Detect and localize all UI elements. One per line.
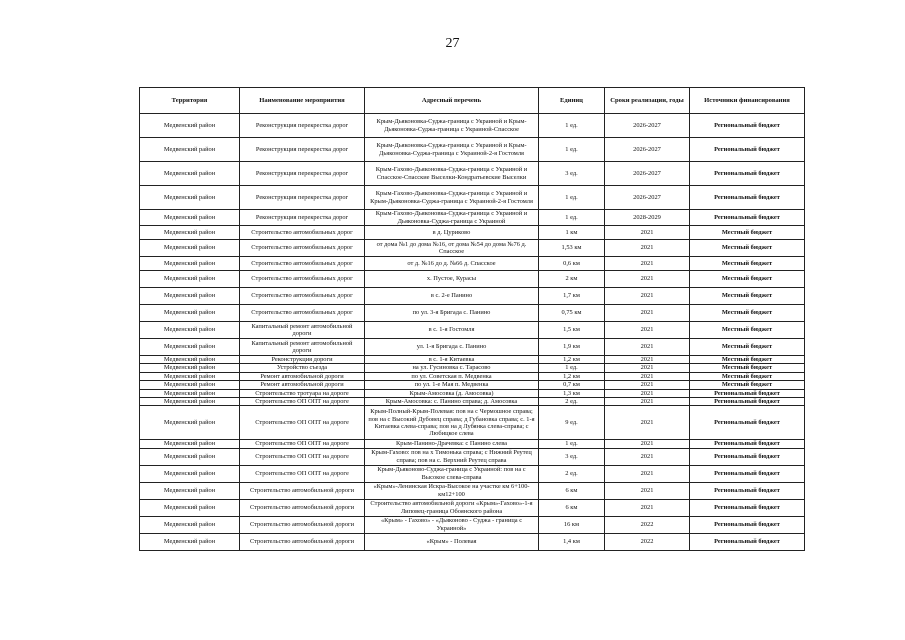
measure-cell: Строительство автомобильных дорог [240,240,365,257]
period-cell: 2021 [605,448,690,465]
units-cell: 6 км [539,499,605,516]
source-cell: Региональный бюджет [690,448,805,465]
source-cell: Местный бюджет [690,305,805,322]
address-cell: Крым-Дьяконово-Суджа-граница с Украиной: пов на с Высокое слева-справа [365,465,539,482]
territory-cell: Медвенский район [140,322,240,339]
territory-cell: Медвенский район [140,499,240,516]
measure-cell: Капитальный ремонт автомобильной дороги [240,322,365,339]
territory-cell: Медвенский район [140,356,240,364]
territory-cell: Медвенский район [140,162,240,186]
period-cell: 2021 [605,372,690,380]
source-cell: Региональный бюджет [690,406,805,440]
units-cell: 1 ед. [539,364,605,372]
territory-cell: Медвенский район [140,398,240,406]
units-cell: 0,6 км [539,257,605,271]
territory-cell: Медвенский район [140,440,240,448]
source-cell: Региональный бюджет [690,114,805,138]
period-cell: 2021 [605,240,690,257]
table-row [140,372,805,380]
source-cell: Местный бюджет [690,372,805,380]
table-row [140,271,805,288]
table-row [140,482,805,499]
source-cell: Региональный бюджет [690,440,805,448]
period-cell: 2028-2029 [605,210,690,226]
measures-table [139,87,805,551]
source-cell: Местный бюджет [690,288,805,305]
territory-cell: Медвенский район [140,364,240,372]
period-cell: 2022 [605,516,690,533]
territory-cell: Медвенский район [140,339,240,356]
address-cell: Крым-Дьяконовка-Суджа-граница с Украиной и Крым-Дьяконовка-Суджа-граница с Украиной-2-я Гостомля [365,138,539,162]
table-row [140,364,805,372]
territory-cell: Медвенский район [140,210,240,226]
source-cell: Местный бюджет [690,339,805,356]
table-row [140,138,805,162]
period-cell: 2021 [605,288,690,305]
period-cell: 2021 [605,339,690,356]
territory-cell: Медвенский район [140,533,240,550]
table-row [140,499,805,516]
header-units: Единиц [539,88,605,114]
source-cell: Местный бюджет [690,240,805,257]
period-cell: 2026-2027 [605,186,690,210]
table-row [140,240,805,257]
address-cell: Крым-Амосовка (д. Амосовка) [365,389,539,397]
address-cell: в д. Цуриково [365,226,539,240]
units-cell: 1,7 км [539,288,605,305]
territory-cell: Медвенский район [140,448,240,465]
address-cell: Крым-Дьяконовка-Суджа-граница с Украиной и Крым-Дьяконовка-Суджа-граница с Украиной-Спасское [365,114,539,138]
period-cell: 2021 [605,389,690,397]
address-cell: Крым-Амосовка: с. Панино справа; д. Амосовка [365,398,539,406]
period-cell: 2021 [605,381,690,389]
header-measure: Наименование мероприятия [240,88,365,114]
measure-cell: Строительство ОП ОПТ на дороге [240,440,365,448]
table-row [140,406,805,440]
header-address: Адресный перечень [365,88,539,114]
address-cell: ул. 1-я Бригада с. Панино [365,339,539,356]
period-cell: 2021 [605,482,690,499]
units-cell: 9 ед. [539,406,605,440]
territory-cell: Медвенский район [140,372,240,380]
period-cell: 2021 [605,364,690,372]
source-cell: Региональный бюджет [690,398,805,406]
source-cell: Местный бюджет [690,364,805,372]
table-header-row [140,88,805,114]
period-cell: 2021 [605,305,690,322]
units-cell: 1 ед. [539,138,605,162]
address-cell: Крым-Панино-Драчевка: с Панино слева [365,440,539,448]
period-cell: 2021 [605,398,690,406]
table-row [140,516,805,533]
period-cell: 2026-2027 [605,162,690,186]
source-cell: Местный бюджет [690,257,805,271]
measure-cell: Строительство автомобильных дорог [240,288,365,305]
units-cell: 1,53 км [539,240,605,257]
units-cell: 0,7 км [539,381,605,389]
period-cell: 2021 [605,440,690,448]
measure-cell: Строительство ОП ОПТ на дороге [240,406,365,440]
units-cell: 6 км [539,482,605,499]
measure-cell: Строительство автомобильных дорог [240,257,365,271]
table-row [140,186,805,210]
units-cell: 1 ед. [539,440,605,448]
address-cell: Крым-Полный-Крым-Полевая: пов на с Чермошное справа; пов на с Высокий Дубовец справа; д Губановка справа; с. 1-я Китаевка слева-справа; пов на д Лубянка слева-справа; с Любицкое слева [365,406,539,440]
territory-cell: Медвенский район [140,389,240,397]
territory-cell: Медвенский район [140,186,240,210]
measure-cell: Строительство ОП ОПТ на дороге [240,465,365,482]
territory-cell: Медвенский район [140,381,240,389]
address-cell: Крым-Гахово: пов на х Тимонька справа; с Нижний Реутец справа; пов на с. Верхний Реутец справа [365,448,539,465]
source-cell: Региональный бюджет [690,210,805,226]
table-row [140,389,805,397]
units-cell: 1,9 км [539,339,605,356]
units-cell: 1 км [539,226,605,240]
address-cell: «Крым»-Ленинская Искра-Высокое на участке км 6+100-км12+100 [365,482,539,499]
table-row [140,339,805,356]
units-cell: 2 ед. [539,465,605,482]
period-cell: 2026-2027 [605,138,690,162]
measure-cell: Строительство автомобильной дороги [240,499,365,516]
source-cell: Региональный бюджет [690,516,805,533]
units-cell: 1,3 км [539,389,605,397]
measure-cell: Строительство ОП ОПТ на дороге [240,448,365,465]
territory-cell: Медвенский район [140,226,240,240]
measure-cell: Ремонт автомобильной дороги [240,372,365,380]
period-cell: 2022 [605,533,690,550]
source-cell: Региональный бюджет [690,186,805,210]
territory-cell: Медвенский район [140,138,240,162]
period-cell: 2021 [605,257,690,271]
units-cell: 2 ед. [539,398,605,406]
source-cell: Региональный бюджет [690,465,805,482]
territory-cell: Медвенский район [140,406,240,440]
units-cell: 1 ед. [539,114,605,138]
measure-cell: Строительство автомобильных дорог [240,271,365,288]
table-row [140,305,805,322]
address-cell: «Крым» - Полевая [365,533,539,550]
measure-cell: Реконструкция перекрестка дорог [240,114,365,138]
address-cell: Строительство автомобильной дороги «Крым»-Гахово»-1-я Липовец-граница Обоянского района [365,499,539,516]
source-cell: Региональный бюджет [690,533,805,550]
address-cell: по ул. Советская п. Медвенка [365,372,539,380]
address-cell: на ул. Гусиновка с. Тарасово [365,364,539,372]
units-cell: 16 км [539,516,605,533]
address-cell: в с. 1-я Китаевка [365,356,539,364]
address-cell: от дома №1 до дома №16, от дома №54 до дома №76 д. Спасское [365,240,539,257]
address-cell: «Крым» - Гахово» - «Дьяконово - Суджа - граница с Украиной» [365,516,539,533]
address-cell: от д. №16 до д. №66 д. Спасское [365,257,539,271]
territory-cell: Медвенский район [140,257,240,271]
address-cell: Крым-Гахово-Дьяконовка-Суджа-граница с Украиной и Дьяконовка-Суджа-граница с Украиной [365,210,539,226]
address-cell: в с. 2-е Панино [365,288,539,305]
period-cell: 2021 [605,499,690,516]
source-cell: Местный бюджет [690,271,805,288]
units-cell: 3 ед. [539,162,605,186]
table-row [140,465,805,482]
territory-cell: Медвенский район [140,516,240,533]
units-cell: 1,5 км [539,322,605,339]
header-territory: Территория [140,88,240,114]
measure-cell: Строительство автомобильных дорог [240,226,365,240]
table-row [140,162,805,186]
period-cell: 2021 [605,406,690,440]
address-cell: по ул. 3-я Бригада с. Панино [365,305,539,322]
period-cell: 2026-2027 [605,114,690,138]
header-source: Источники финансирования [690,88,805,114]
address-cell: по ул. 1-е Мая п. Медвенка [365,381,539,389]
territory-cell: Медвенский район [140,114,240,138]
measure-cell: Реконструкция дороги [240,356,365,364]
table-body [140,114,805,551]
table-row [140,533,805,550]
source-cell: Региональный бюджет [690,138,805,162]
source-cell: Местный бюджет [690,322,805,339]
territory-cell: Медвенский район [140,240,240,257]
table-row [140,226,805,240]
territory-cell: Медвенский район [140,482,240,499]
address-cell: х. Пустое, Курасы [365,271,539,288]
table-row [140,288,805,305]
units-cell: 0,75 км [539,305,605,322]
table-row [140,398,805,406]
territory-cell: Медвенский район [140,305,240,322]
source-cell: Региональный бюджет [690,499,805,516]
table-row [140,381,805,389]
measure-cell: Реконструкция перекрестка дорог [240,186,365,210]
measure-cell: Капитальный ремонт автомобильной дороги [240,339,365,356]
source-cell: Местный бюджет [690,226,805,240]
address-cell: в с. 1-я Гостомля [365,322,539,339]
table-row [140,210,805,226]
table-row [140,356,805,364]
measure-cell: Реконструкция перекрестка дорог [240,162,365,186]
measure-cell: Строительство ОП ОПТ на дороге [240,398,365,406]
measure-cell: Строительство тротуара на дороге [240,389,365,397]
territory-cell: Медвенский район [140,271,240,288]
period-cell: 2021 [605,465,690,482]
header-period: Сроки реализации, годы [605,88,690,114]
period-cell: 2021 [605,271,690,288]
units-cell: 1,2 км [539,372,605,380]
measure-cell: Строительство автомобильной дороги [240,516,365,533]
source-cell: Региональный бюджет [690,389,805,397]
territory-cell: Медвенский район [140,288,240,305]
measure-cell: Устройство съезда [240,364,365,372]
source-cell: Региональный бюджет [690,482,805,499]
units-cell: 1 ед. [539,186,605,210]
units-cell: 1 ед. [539,210,605,226]
period-cell: 2021 [605,356,690,364]
period-cell: 2021 [605,226,690,240]
table-row [140,448,805,465]
source-cell: Региональный бюджет [690,162,805,186]
source-cell: Местный бюджет [690,356,805,364]
source-cell: Местный бюджет [690,381,805,389]
territory-cell: Медвенский район [140,465,240,482]
address-cell: Крым-Гахово-Дьяконовка-Суджа-граница с Украиной и Спасское-Спасские Выселки-Кондратьевские Выселки [365,162,539,186]
measure-cell: Строительство автомобильной дороги [240,533,365,550]
period-cell: 2021 [605,322,690,339]
measure-cell: Строительство автомобильных дорог [240,305,365,322]
page-number: 27 [445,36,460,51]
table-row [140,322,805,339]
measure-cell: Реконструкция перекрестка дорог [240,210,365,226]
units-cell: 1,2 км [539,356,605,364]
address-cell: Крым-Гахово-Дьяконовка-Суджа-граница с Украиной и Крым-Дьяконовка-Суджа-граница с Украиной-2-я Гостомля [365,186,539,210]
table-row [140,114,805,138]
measure-cell: Ремонт автомобильной дороги [240,381,365,389]
table-row [140,440,805,448]
units-cell: 2 км [539,271,605,288]
table-row [140,257,805,271]
units-cell: 1,4 км [539,533,605,550]
units-cell: 3 ед. [539,448,605,465]
measure-cell: Реконструкция перекрестка дорог [240,138,365,162]
measure-cell: Строительство автомобильной дороги [240,482,365,499]
